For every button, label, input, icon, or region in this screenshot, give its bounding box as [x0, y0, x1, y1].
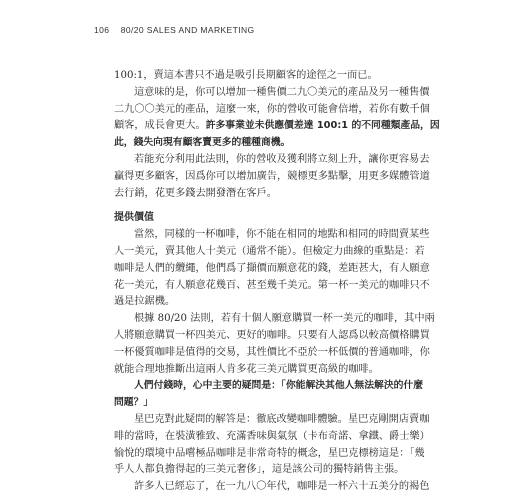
- bold-text: 「你能解決其他人無法解決的什麼: [280, 380, 424, 392]
- paragraph-line: 乎人人都負擔得起的三美元奢侈」，這是該公司的獨特銷售主張。: [114, 464, 405, 476]
- paragraph-line: 二九〇〇美元的產品，這麼一來，你的營收可能會倍增，若你有數千個: [114, 103, 430, 115]
- paragraph-line: 人一美元，賣其他人十美元（通常不能）。但檢定力曲線的重點是：若: [114, 245, 425, 257]
- paragraph-line: 若能充分利用此法則，你的營收及獲利將立刻上升，讓你更容易去: [134, 153, 430, 165]
- paragraph-line: 愉悅的環境中品嚐極品咖啡是非常奇特的概念，星巴克標榜這是：「幾: [114, 447, 425, 459]
- paragraph-line: [114, 118, 440, 135]
- book-title: 80/20 SALES AND MARKETING: [120, 25, 255, 35]
- paragraph-line: 人將願意購買一杯四美元、更好的咖啡。只要有人認爲以較高價格購買: [114, 329, 430, 341]
- page-number: 106: [94, 25, 110, 35]
- running-head: [94, 25, 255, 35]
- paragraph-line: 100:1，賣這本書只不過是吸引長期顧客的途徑之一而已。: [114, 70, 378, 81]
- bold-text: 人們付錢時，心中主要的疑問是：: [134, 380, 281, 392]
- paragraph-line: 花一美元，有人願意花幾百、甚至幾千美元。第一杯一美元的咖啡只不: [114, 279, 430, 291]
- paragraph-line: 過是拉鋸機。: [114, 296, 176, 308]
- paragraph-line: 一杯優質咖啡是值得的交易，其性價比不亞於一杯低價的普通咖啡，你: [114, 346, 430, 358]
- paragraph-line: 許多人已經忘了，在一九八〇年代，咖啡是一杯六十五美分的褐色: [134, 481, 430, 493]
- section-heading: 提供價值: [114, 212, 154, 224]
- paragraph-line: 根據 80/20 法則，若有十個人願意購買一杯一美元的咖啡，其中兩: [134, 313, 435, 325]
- section-gap: [114, 202, 414, 210]
- bold-line: [114, 378, 424, 395]
- bold-text: 許多事業並未供應價差達 100:1 的不同種類產品，因: [205, 120, 440, 132]
- paragraph-line: 就能合理地推斷出這兩人肯多花三美元購買更高級的咖啡。: [114, 363, 379, 375]
- paragraph-line: 當然，同樣的一杯咖啡，你不能在相同的地點和相同的時間賣某些: [134, 229, 430, 241]
- bold-line: 問題？」: [114, 397, 154, 409]
- paragraph-line: 星巴克對此疑問的解答是：徹底改變咖啡體驗。星巴克剛開店賣咖: [134, 413, 430, 425]
- paragraph-line: 去行銷，花更多錢去開發潛在客戶。: [114, 187, 277, 199]
- paragraph-line: 啡的當時，在裝潢雅致、充滿香味與氣氛（卡布奇諾、拿鐵、爵士樂）: [114, 430, 430, 442]
- bold-line: 此，錢失向現有顧客賣更多的種種商機。: [114, 137, 291, 149]
- paragraph-line: 這意味的是，你可以增加一種售價二九〇美元的產品及另一種售價: [134, 86, 430, 98]
- paragraph-line: 咖啡是人們的纜繩，他們爲了擷價而願意花的錢，差距甚大，有人願意: [114, 262, 430, 274]
- paragraph-text: 顧客，成長會更大。: [114, 120, 206, 132]
- body-text: [114, 68, 440, 496]
- paragraph-line: 贏得更多顧客，因爲你可以增加廣告，競標更多點擊，用更多媒體管道: [114, 170, 430, 182]
